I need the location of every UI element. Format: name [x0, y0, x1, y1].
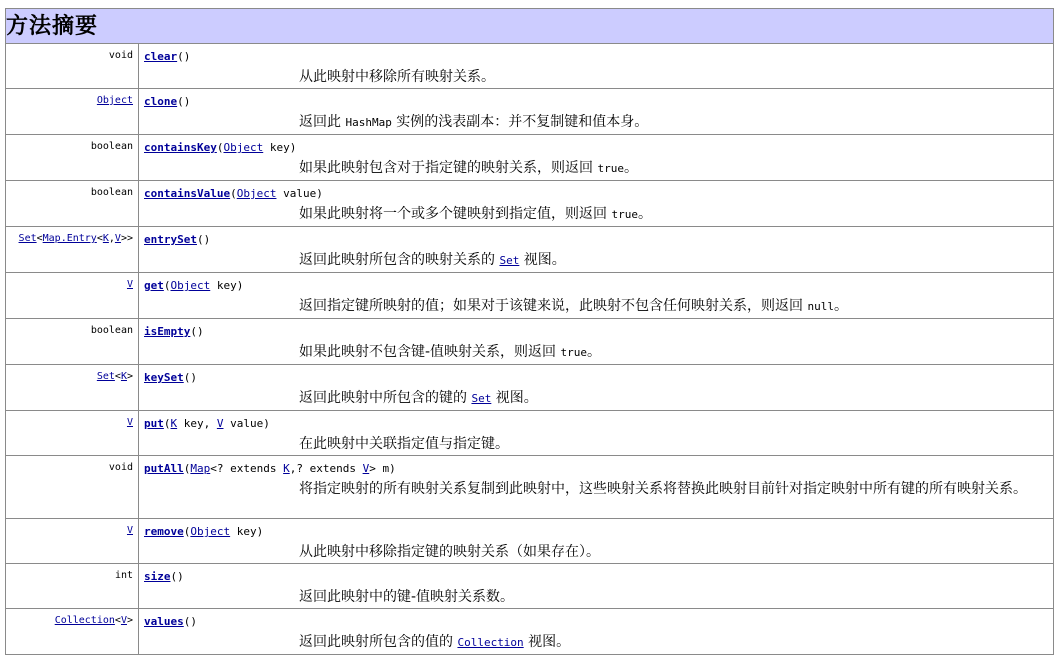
type-link-set[interactable]: Set [471, 392, 492, 405]
method-detail [139, 89, 1054, 135]
method-description [144, 541, 1049, 563]
return-type-text: boolean [90, 141, 133, 152]
type-link-v[interactable]: V [216, 417, 224, 430]
method-detail [139, 135, 1054, 181]
desc-text: 从此映射中移除指定键的映射关系（如果存在）。 [299, 544, 600, 560]
method-link-keyset[interactable]: keySet [144, 371, 184, 384]
method-link-size[interactable]: size [144, 570, 171, 583]
method-signature [144, 325, 1049, 339]
code-text: true [560, 346, 588, 359]
params: key) [230, 525, 264, 538]
type-link-k[interactable]: K [102, 233, 109, 244]
method-description [144, 341, 1049, 364]
desc-text: 视图。 [519, 252, 566, 268]
type-link-k[interactable]: K [170, 417, 178, 430]
return-type [6, 89, 139, 135]
params: ( [183, 462, 191, 475]
desc-text: 视图。 [491, 390, 538, 406]
type-link-object[interactable]: Object [170, 279, 211, 292]
method-link-values[interactable]: values [144, 615, 184, 628]
return-type [6, 564, 139, 609]
params: key) [263, 141, 297, 154]
type-link-object[interactable]: Object [223, 141, 264, 154]
method-detail [139, 181, 1054, 227]
method-link-containsvalue[interactable]: containsValue [144, 187, 231, 200]
method-description [144, 66, 1049, 88]
type-link-v[interactable]: V [114, 233, 121, 244]
desc-text: 视图。 [523, 634, 571, 650]
method-row-remove [6, 519, 1054, 564]
method-link-putall[interactable]: putAll [144, 462, 184, 475]
type-link-set[interactable]: Set [499, 254, 520, 267]
params: ( [230, 187, 237, 200]
return-type [6, 609, 139, 655]
method-detail [139, 319, 1054, 365]
code-text: HashMap [345, 116, 392, 129]
params: () [183, 371, 197, 384]
method-signature [144, 95, 1049, 109]
method-row-putall [6, 456, 1054, 519]
desc-text: 返回此映射中的键-值映射关系数。 [299, 589, 515, 605]
return-type-text: boolean [90, 325, 133, 336]
return-type-text: boolean [90, 187, 133, 198]
params: () [183, 615, 197, 628]
type-link-map[interactable]: Map [190, 462, 211, 475]
type-link-object[interactable]: Object [96, 95, 133, 106]
return-type [6, 411, 139, 456]
method-detail [139, 519, 1054, 564]
return-type [6, 44, 139, 89]
params: ( [183, 525, 191, 538]
method-detail [139, 273, 1054, 319]
section-title: 方法摘要 [6, 9, 1054, 44]
return-type [6, 519, 139, 564]
method-detail [139, 365, 1054, 411]
punct: > [126, 371, 133, 382]
params: ,? extends [289, 462, 363, 475]
method-link-isempty[interactable]: isEmpty [144, 325, 191, 338]
return-type [6, 456, 139, 519]
method-detail [139, 44, 1054, 89]
params: key, [177, 417, 217, 430]
code-text: null [807, 300, 834, 313]
type-link-set[interactable]: Set [18, 233, 37, 244]
type-link-set[interactable]: Set [96, 371, 115, 382]
punct: < [114, 371, 121, 382]
method-detail [139, 564, 1054, 609]
return-type-text: void [108, 462, 133, 473]
method-row-put [6, 411, 1054, 456]
method-row-containskey [6, 135, 1054, 181]
desc-text: 。 [833, 298, 848, 314]
method-signature [144, 187, 1049, 201]
method-link-get[interactable]: get [144, 279, 164, 292]
section-header-row [6, 9, 1054, 44]
params: value) [223, 417, 270, 430]
params: () [177, 95, 191, 108]
method-signature [144, 279, 1049, 293]
method-row-get [6, 273, 1054, 319]
params: > m) [369, 462, 396, 475]
method-summary-table [5, 8, 1054, 655]
return-type [6, 135, 139, 181]
return-type [6, 273, 139, 319]
type-link-v[interactable]: V [126, 417, 133, 428]
method-link-clone[interactable]: clone [144, 95, 178, 108]
punct: < [114, 615, 121, 626]
params: key) [210, 279, 244, 292]
method-description [144, 249, 1049, 272]
desc-text: 从此映射中移除所有映射关系。 [299, 69, 495, 85]
params: () [190, 325, 204, 338]
code-text: true [611, 208, 638, 221]
desc-text: 如果此映射包含对于指定键的映射关系，则返回 [299, 160, 598, 176]
method-description [144, 203, 1049, 226]
desc-text: 。 [637, 206, 652, 222]
method-signature [144, 50, 1049, 64]
method-signature [144, 417, 1049, 431]
type-link-v[interactable]: V [126, 279, 133, 290]
method-row-clone [6, 89, 1054, 135]
params: () [170, 570, 184, 583]
type-link-collection[interactable]: Collection [54, 615, 115, 626]
type-link-map-entry[interactable]: Map.Entry [42, 233, 97, 244]
punct: >> [120, 233, 133, 244]
code-text: true [597, 162, 624, 175]
desc-text: 返回此映射中所包含的键的 [299, 390, 472, 406]
desc-text: 返回此映射所包含的值的 [299, 634, 458, 650]
type-link-k[interactable]: K [120, 371, 127, 382]
return-type [6, 181, 139, 227]
desc-text: 如果此映射将一个或多个键映射到指定值，则返回 [299, 206, 612, 222]
method-description [144, 387, 1049, 410]
params: () [177, 50, 191, 63]
punct: > [126, 615, 133, 626]
type-link-k[interactable]: K [283, 462, 290, 475]
punct: < [96, 233, 103, 244]
method-row-values [6, 609, 1054, 655]
method-link-put[interactable]: put [144, 417, 164, 430]
desc-text: 如果此映射不包含键-值映射关系，则返回 [299, 344, 561, 360]
type-link-object[interactable]: Object [236, 187, 277, 200]
method-signature [144, 615, 1049, 629]
method-description [144, 111, 1049, 134]
method-row-clear [6, 44, 1054, 89]
return-type [6, 365, 139, 411]
return-type-text: void [108, 50, 133, 61]
params: ( [216, 141, 224, 154]
params: ( [163, 279, 171, 292]
method-link-containskey[interactable]: containsKey [144, 141, 217, 154]
punct: < [36, 233, 43, 244]
method-detail [139, 227, 1054, 273]
method-signature [144, 570, 1049, 584]
method-row-keyset [6, 365, 1054, 411]
params: () [196, 233, 211, 246]
method-description [144, 478, 1049, 500]
params: value) [276, 187, 323, 200]
method-description [144, 586, 1049, 608]
type-link-v[interactable]: V [126, 525, 133, 536]
method-link-remove[interactable]: remove [144, 525, 184, 538]
type-link-v[interactable]: V [362, 462, 370, 475]
method-link-entryset[interactable]: entrySet [144, 233, 197, 246]
return-type [6, 227, 139, 273]
desc-text: 实例的浅表副本：并不复制键和值本身。 [391, 114, 649, 130]
type-link-v[interactable]: V [120, 615, 127, 626]
method-signature [144, 233, 1049, 247]
method-description [144, 433, 1049, 455]
method-row-isempty [6, 319, 1054, 365]
desc-text: 。 [623, 160, 638, 176]
params: <? extends [210, 462, 284, 475]
type-link-object[interactable]: Object [190, 525, 231, 538]
method-signature [144, 462, 1049, 476]
return-type-text: int [114, 570, 133, 581]
params: ( [163, 417, 171, 430]
method-description [144, 295, 1049, 318]
method-description [144, 631, 1049, 654]
method-signature [144, 371, 1049, 385]
method-detail [139, 456, 1054, 519]
desc-text: 返回指定键所映射的值；如果对于该键来说，此映射不包含任何映射关系，则返回 [299, 298, 808, 314]
desc-text: 在此映射中关联指定值与指定键。 [299, 436, 509, 452]
method-link-clear[interactable]: clear [144, 50, 178, 63]
desc-text: 返回此映射所包含的映射关系的 [299, 252, 500, 268]
method-signature [144, 525, 1049, 539]
return-type [6, 319, 139, 365]
punct: , [108, 233, 115, 244]
desc-text: 将指定映射的所有映射关系复制到此映射中，这些映射关系将替换此映射目前针对指定映射中所有键的所有映射关系。 [299, 481, 1027, 497]
type-link-collection[interactable]: Collection [457, 636, 524, 649]
method-detail [139, 411, 1054, 456]
desc-text: 。 [587, 344, 602, 360]
method-row-entryset [6, 227, 1054, 273]
method-detail [139, 609, 1054, 655]
method-row-containsvalue [6, 181, 1054, 227]
method-description [144, 157, 1049, 180]
desc-text: 返回此 [299, 114, 346, 130]
method-signature [144, 141, 1049, 155]
method-row-size [6, 564, 1054, 609]
